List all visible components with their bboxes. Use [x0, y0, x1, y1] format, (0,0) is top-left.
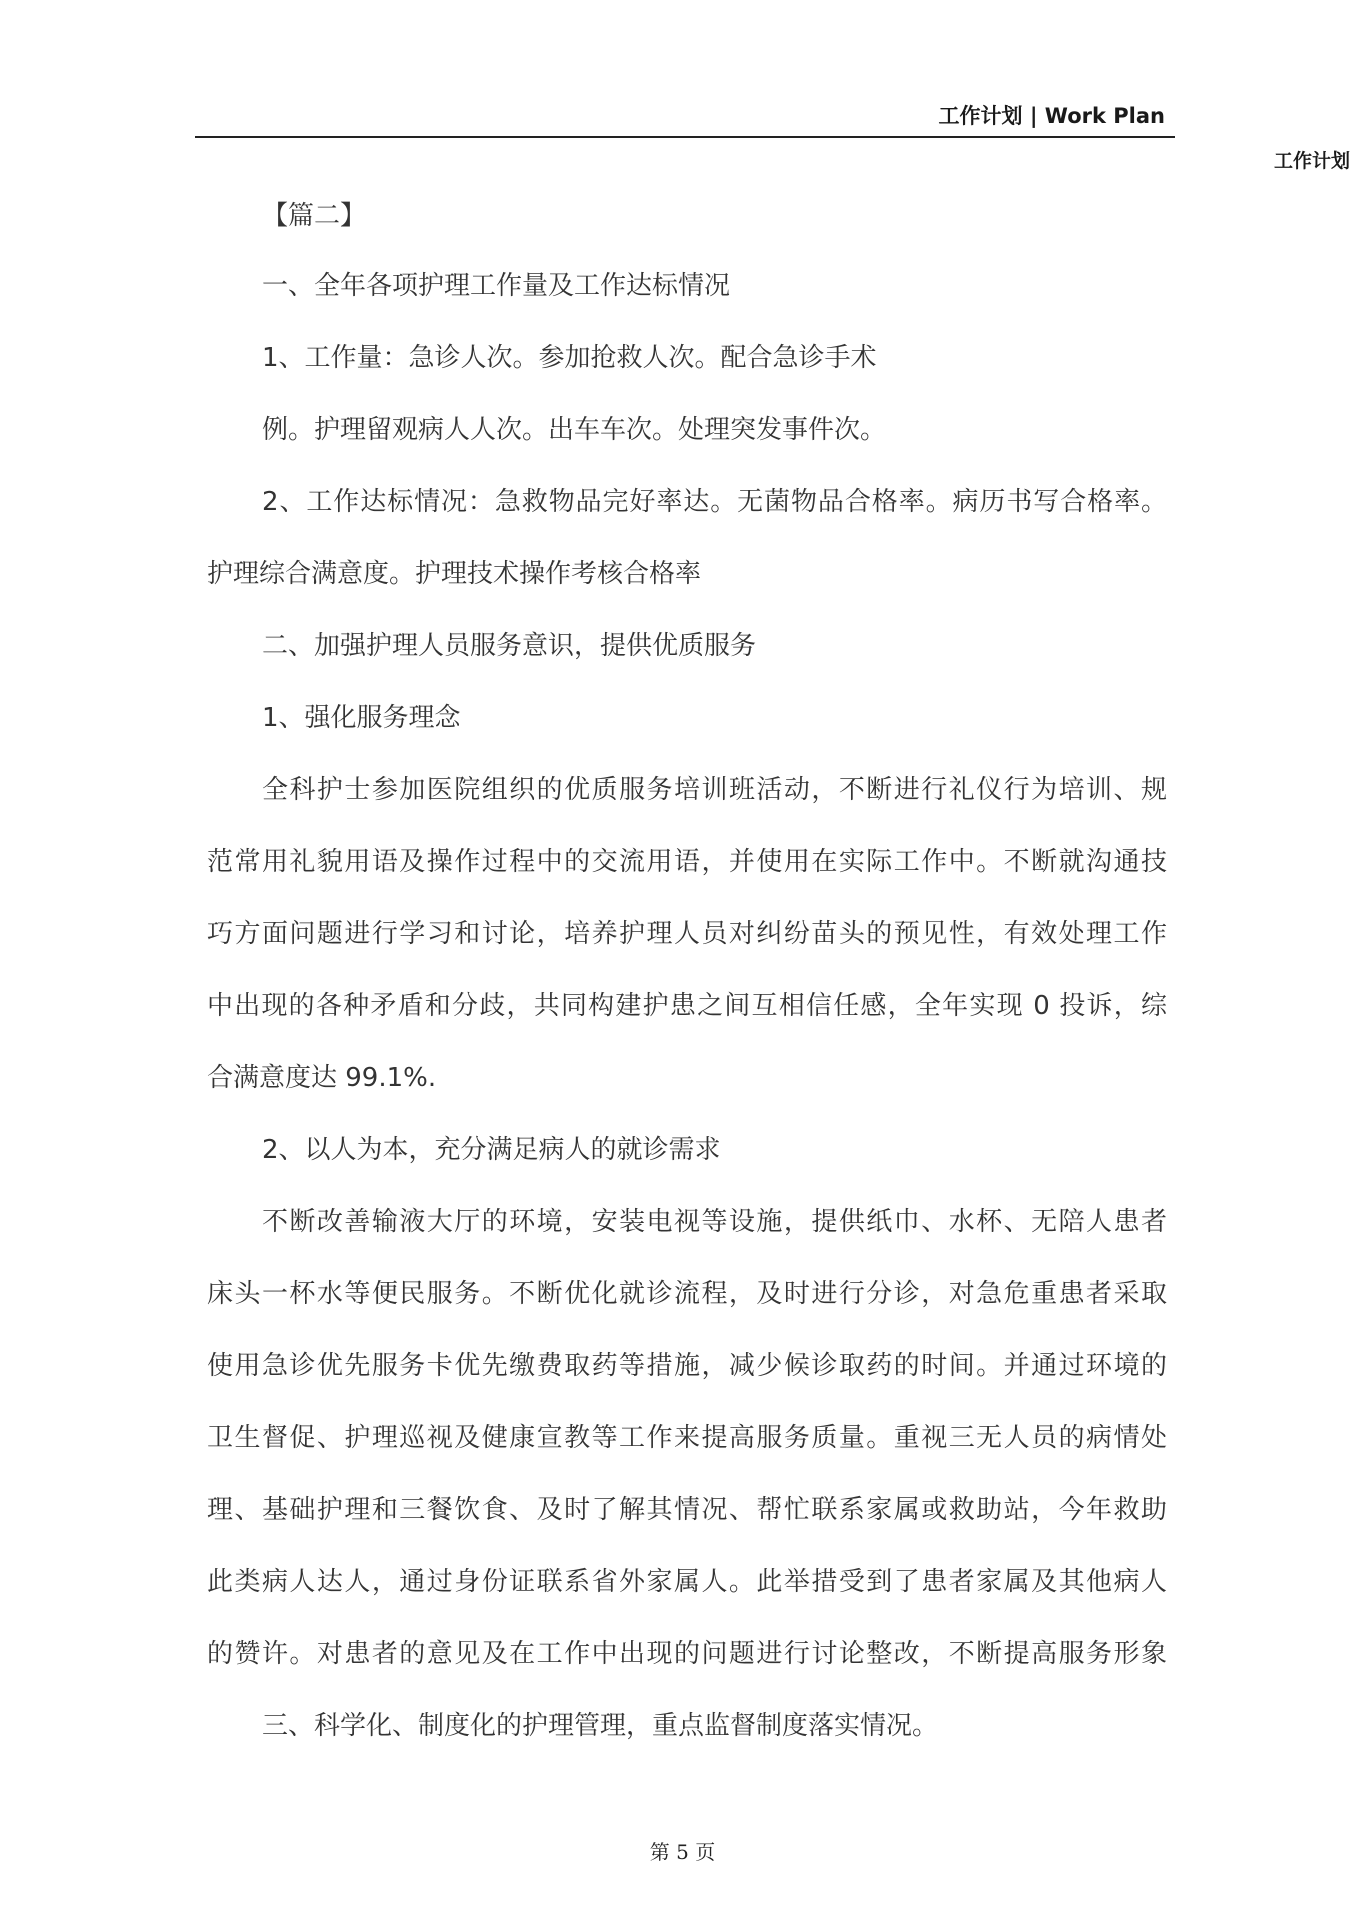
subsection-heading: 1、强化服务理念 [262, 703, 461, 733]
page-header [195, 100, 1175, 140]
section-heading: 三、科学化、制度化的护理管理，重点监督制度落实情况。 [262, 1711, 939, 1741]
section-heading: 一、全年各项护理工作量及工作达标情况 [262, 271, 731, 301]
section-heading: 【篇二】 [262, 201, 367, 231]
page-number: 第 5 页 [649, 1840, 716, 1864]
paragraph-line: 理、基础护理和三餐饮食、及时了解其情况、帮忙联系家属或救助站，今年救助 [207, 1495, 1167, 1525]
paragraph-line: 护理综合满意度。护理技术操作考核合格率 [207, 559, 702, 589]
paragraph-line: 全科护士参加医院组织的优质服务培训班活动，不断进行礼仪行为培训、规 [262, 775, 1167, 805]
paragraph-line: 合满意度达 99.1%. [207, 1063, 437, 1093]
header-subtitle: 工作计划 [1273, 150, 1350, 172]
paragraph-line: 不断改善输液大厅的环境，安装电视等设施，提供纸巾、水杯、无陪人患者 [262, 1207, 1167, 1237]
header-title: 工作计划 | Work Plan [938, 104, 1165, 128]
paragraph-line: 例。护理留观病人人次。出车车次。处理突发事件次。 [262, 415, 887, 445]
paragraph-line: 此类病人达人，通过身份证联系省外家属人。此举措受到了患者家属及其他病人 [207, 1567, 1167, 1597]
paragraph-line: 的赞许。对患者的意见及在工作中出现的问题进行讨论整改，不断提高服务形象 [207, 1639, 1167, 1669]
paragraph-line: 卫生督促、护理巡视及健康宣教等工作来提高服务质量。重视三无人员的病情处 [207, 1423, 1167, 1453]
paragraph-line: 使用急诊优先服务卡优先缴费取药等措施，减少候诊取药的时间。并通过环境的 [207, 1351, 1167, 1381]
header-divider [195, 136, 1175, 138]
paragraph-line: 2、工作达标情况：急救物品完好率达。无菌物品合格率。病历书写合格率。 [262, 487, 1167, 517]
paragraph-line: 1、工作量：急诊人次。参加抢救人次。配合急诊手术 [262, 343, 877, 373]
paragraph-line: 中出现的各种矛盾和分歧，共同构建护患之间互相信任感，全年实现 0 投诉，综 [207, 991, 1167, 1021]
section-heading: 二、加强护理人员服务意识，提供优质服务 [262, 631, 757, 661]
paragraph-line: 巧方面问题进行学习和讨论，培养护理人员对纠纷苗头的预见性，有效处理工作 [207, 919, 1167, 949]
subsection-heading: 2、以人为本，充分满足病人的就诊需求 [262, 1135, 721, 1165]
paragraph-line: 床头一杯水等便民服务。不断优化就诊流程，及时进行分诊，对急危重患者采取 [207, 1279, 1167, 1309]
paragraph-line: 范常用礼貌用语及操作过程中的交流用语，并使用在实际工作中。不断就沟通技 [207, 847, 1167, 877]
